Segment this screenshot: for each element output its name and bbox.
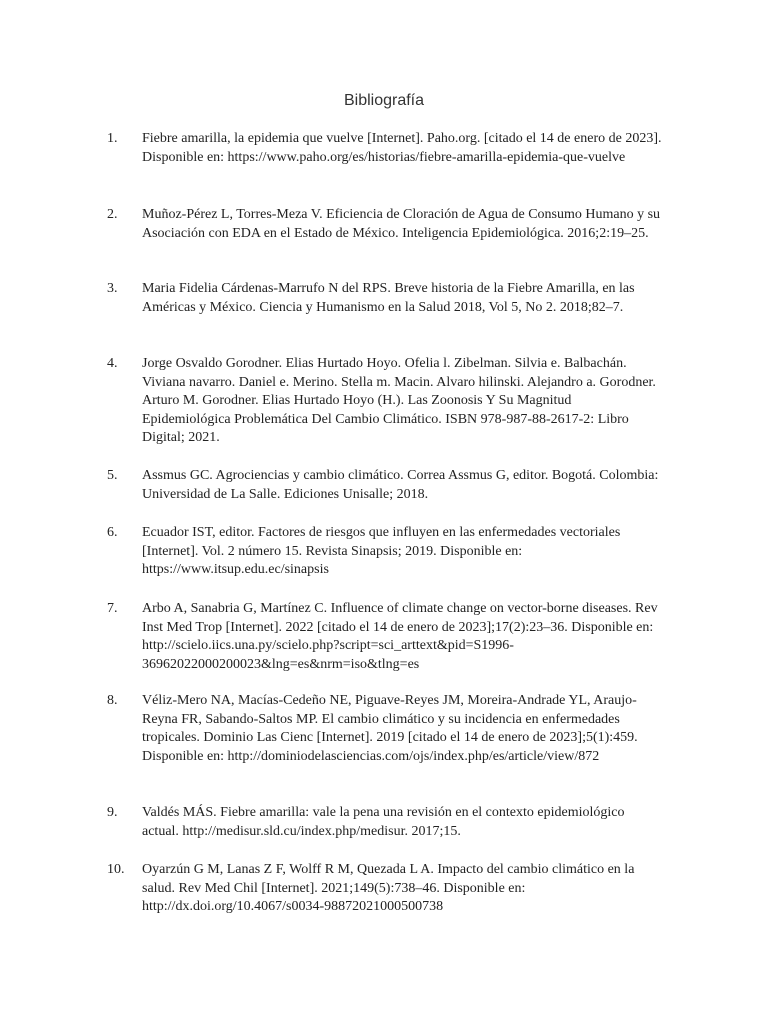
reference-item-10 bbox=[107, 861, 667, 917]
reference-text: Maria Fidelia Cárdenas-Marrufo N del RPS. Breve historia de la Fiebre Amarilla, en las Américas y México. Ciencia y Humanismo en la Salud 2018, Vol 5, No 2. 2018;82–7. bbox=[142, 281, 635, 315]
reference-item-4 bbox=[107, 355, 667, 448]
reference-item-2 bbox=[107, 206, 667, 243]
reference-number: 5. bbox=[107, 468, 118, 483]
reference-text: Valdés MÁS. Fiebre amarilla: vale la pena una revisión en el contexto epidemiológico actual. http://medisur.sld.cu/index.php/medisur. 2017;15. bbox=[142, 805, 625, 839]
reference-text: Ecuador IST, editor. Factores de riesgos que influyen en las enfermedades vectoriales [Internet]. Vol. 2 número 15. Revista Sinapsis; 2019. Disponible en: https://www.itsup.edu.ec/sinapsis bbox=[142, 525, 621, 577]
reference-item-7 bbox=[107, 600, 667, 674]
reference-number: 6. bbox=[107, 525, 118, 540]
reference-text: Oyarzún G M, Lanas Z F, Wolff R M, Quezada L A. Impacto del cambio climático en la salud. Rev Med Chil [Internet]. 2021;149(5):738–46. Disponible en: http://dx.doi.org/10.4067/s0034-98872021000500738 bbox=[142, 862, 635, 914]
reference-number: 3. bbox=[107, 281, 118, 296]
reference-item-9 bbox=[107, 804, 667, 841]
reference-text: Arbo A, Sanabria G, Martínez C. Influence of climate change on vector-borne diseases. Rev Inst Med Trop [Internet]. 2022 [citado el 14 de enero de 2023];17(2):23–36. Disponible en: http://scielo.iics.una.py/scielo.php?script=sci_arttext&pid=S1996-36962022000200023&lng=es&nrm=iso&tlng=es bbox=[142, 601, 658, 672]
reference-text: Fiebre amarilla, la epidemia que vuelve [Internet]. Paho.org. [citado el 14 de enero de 2023]. Disponible en: https://www.paho.org/es/historias/fiebre-amarilla-epidemia-que-vuelve bbox=[142, 131, 662, 165]
reference-item-3 bbox=[107, 280, 667, 317]
reference-number: 4. bbox=[107, 356, 118, 371]
reference-number: 1. bbox=[107, 131, 118, 146]
reference-text: Muñoz-Pérez L, Torres-Meza V. Eficiencia de Cloración de Agua de Consumo Humano y su Asociación con EDA en el Estado de México. Inteligencia Epidemiológica. 2016;2:19–25. bbox=[142, 207, 661, 241]
reference-number: 7. bbox=[107, 601, 118, 616]
reference-number: 8. bbox=[107, 693, 118, 708]
reference-number: 9. bbox=[107, 805, 118, 820]
reference-item-8 bbox=[107, 692, 667, 766]
page-title: Bibliografía bbox=[343, 92, 425, 109]
reference-text: Assmus GC. Agrociencias y cambio climático. Correa Assmus G, editor. Bogotá. Colombia: Universidad de La Salle. Ediciones Unisalle; 2018. bbox=[142, 468, 659, 502]
reference-text: Véliz-Mero NA, Macías-Cedeño NE, Piguave-Reyes JM, Moreira-Andrade YL, Araujo-Reyna FR, Sabando-Saltos MP. El cambio climático y su incidencia en enfermedades tropicales. Dominio Las Cienc [Internet]. 2019 [citado el 14 de enero de 2023];5(1):459. Disponible en: http://dominiodelasciencias.com/ojs/index.php/es/article/view/872 bbox=[142, 693, 638, 764]
reference-item-5 bbox=[107, 467, 667, 504]
reference-number: 10. bbox=[107, 862, 125, 877]
reference-number: 2. bbox=[107, 207, 118, 222]
reference-item-6 bbox=[107, 524, 667, 580]
reference-item-1 bbox=[107, 130, 667, 167]
reference-text: Jorge Osvaldo Gorodner. Elias Hurtado Hoyo. Ofelia l. Zibelman. Silvia e. Balbachán. Viviana navarro. Daniel e. Merino. Stella m. Macin. Alvaro hilinski. Alejandro a. Gorodner. Arturo M. Gorodner. Elias Hurtado Hoyo (H.). Las Zoonosis Y Su Magnitud Epidemiológica Problemática Del Cambio Climático. ISBN 978-987-88-2617-2: Libro Digital; 2021. bbox=[142, 356, 656, 445]
